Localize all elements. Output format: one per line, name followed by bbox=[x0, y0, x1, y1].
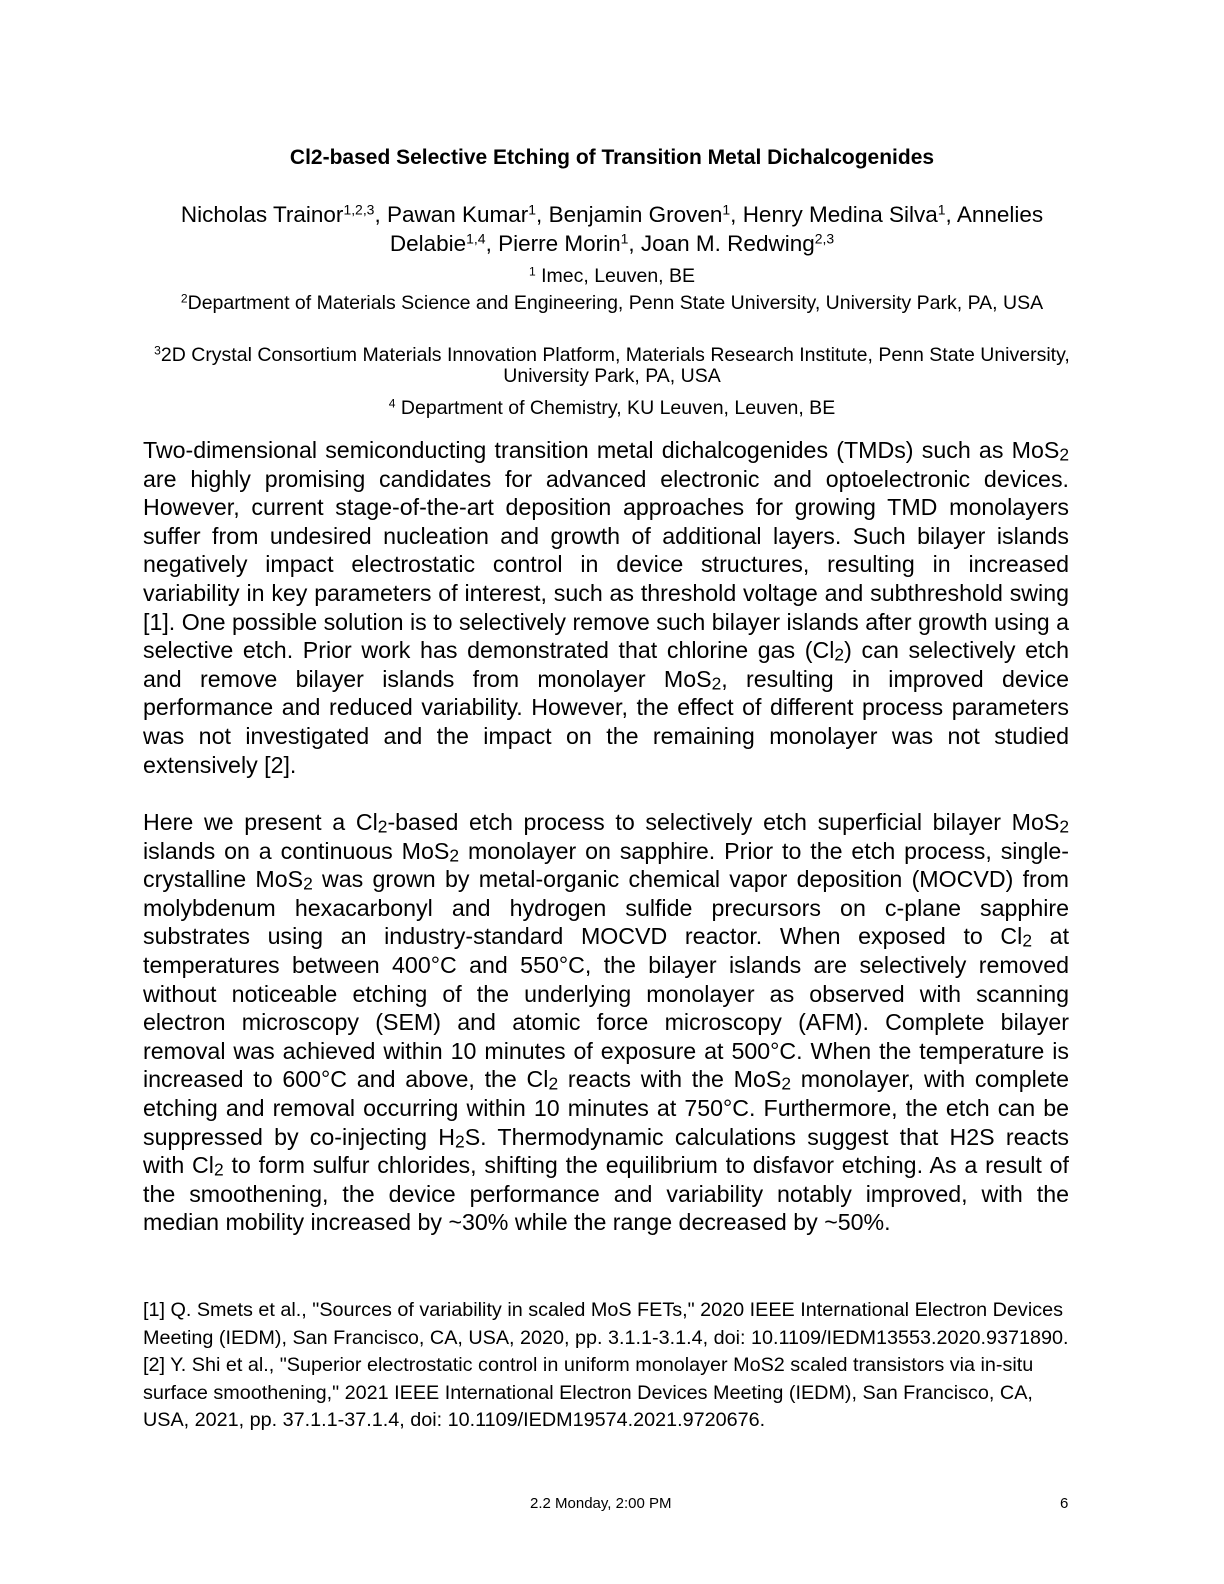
author-name: Nicholas Trainor bbox=[180, 202, 344, 227]
abstract-paragraph-1: Two-dimensional semiconducting transition metal dichalcogenides (TMDs) such as MoS$_2$ are highly promising candidates for advanced electronic and optoelectronic devices. However, current stage-of-the-art deposition approaches for growing TMD monolayers suffer from undesired nucleation and growth of additional layers. Such bilayer islands negatively impact electrostatic control in device structures, resulting in increased variability in key parameters of interest, such as threshold voltage and subthreshold swing [1]. One possible solution is to selectively remove such bilayer islands after growth using a selective etch. Prior work has demonstrated that chlorine gas $(Cl_2)$ can selectively etch and remove bilayer islands from monolayer MoS$_2$, resulting in improved device performance and reduced variability. However, the effect of different process parameters was not investigated and the impact on the remaining monolayer was not studied extensively [2]. bbox=[143, 437, 1069, 778]
affiliation-1 bbox=[140, 266, 1084, 287]
reference-2: [2] Y. Shi et al., "Superior electrostatic control in uniform monolayer MoS2 scaled transistors via in-situ surface smoothening," 2021 IEEE International Electron Devices Meeting (IEDM), San Francisco, CA, USA, 2021, pp. 37.1.1-37.1.4, doi: 10.1109/IEDM19574.2021.9720676. bbox=[143, 1354, 1034, 1431]
affiliation-text: 2D Crystal Consortium Materials Innovation Platform, Materials Research Institute, Penn State University, University Park, PA, USA bbox=[160, 344, 1070, 387]
affiliation-text: Department of Materials Science and Engineering, Penn State University, University Park, PA, USA bbox=[187, 292, 1044, 314]
subscript: 2 bbox=[711, 673, 722, 694]
subscript: 2 bbox=[1059, 816, 1069, 837]
author-affiliation: 1 bbox=[620, 230, 629, 247]
author-affiliation: 1 bbox=[528, 201, 537, 218]
author-list: Nicholas Trainor$^{1,2,3}$, Pawan Kumar$^1$, Benjamin Groven$^1$, Henry Medina Silva$^1$, Annelies Delabie$^{1,4}$, Pierre Morin$^1$, Joan M. Redwing$^{2,3}$ bbox=[180, 201, 1044, 256]
author-affiliation: 2,3 bbox=[814, 230, 835, 247]
references bbox=[143, 1297, 1083, 1435]
affiliation-number: 2 bbox=[180, 291, 188, 306]
reference-1: [1] Q. Smets et al., "Sources of variability in scaled MoS FETs," 2020 IEEE International Electron Devices Meeting (IEDM), San Francisco, CA, USA, 2020, pp. 3.1.1-3.1.4, doi: 10.1109/IEDM13553.2020.9371890. bbox=[143, 1299, 1069, 1349]
author-name: Pawan Kumar bbox=[386, 202, 529, 227]
author-name: Pierre Morin bbox=[498, 231, 621, 256]
abstract-paragraph-2: Here we present a $Cl_2$-based etch process to selectively etch superficial bilayer MoS$_2$ islands on a continuous MoS$_2$ monolayer on sapphire. Prior to the etch process, single-crystalline MoS$_2$ was grown by metal-organic chemical vapor deposition (MOCVD) from molybdenum hexacarbonyl and hydrogen sulfide precursors on c-plane sapphire substrates using an industry-standard MOCVD reactor. When exposed to $Cl_2$ at temperatures between 400°C and 550°C, the bilayer islands are selectively removed without noticeable etching of the underlying monolayer as observed with scanning electron microscopy (SEM) and atomic force microscopy (AFM). Complete bilayer removal was achieved within 10 minutes of exposure at 500°C. When the temperature is increased to 600°C and above, the $Cl_2$ reacts with the MoS$_2$ monolayer, with complete etching and removal occurring within 10 minutes at 750°C. Furthermore, the etch can be suppressed by co-injecting $H_2S$. Thermodynamic calculations suggest that H2S reacts with $Cl_2$ to form sulfur chlorides, shifting the equilibrium to disfavor etching. As a result of the smoothening, the device performance and variability notably improved, with the median mobility increased by ~30% while the range decreased by ~50%. bbox=[143, 809, 1070, 1236]
subscript: 2 bbox=[213, 1159, 224, 1180]
affiliation-3 bbox=[140, 345, 1084, 387]
affiliation-number: 3 bbox=[154, 343, 161, 358]
affiliation-2 bbox=[140, 293, 1084, 314]
subscript: 2 bbox=[455, 1131, 465, 1152]
subscript: 2 bbox=[449, 845, 460, 866]
subscript: 2 bbox=[834, 644, 845, 665]
author bbox=[743, 202, 946, 227]
author-name: Henry Medina Silva bbox=[742, 202, 938, 227]
author bbox=[498, 231, 628, 256]
author-affiliation: 1,4 bbox=[466, 230, 486, 247]
subscript: 2 bbox=[781, 1073, 792, 1094]
page-number: 6 bbox=[1060, 1495, 1069, 1512]
author-affiliation: 1,2,3 bbox=[343, 201, 375, 218]
author bbox=[181, 202, 375, 227]
subscript: 2 bbox=[548, 1073, 559, 1094]
affiliation-text: Imec, Leuven, BE bbox=[535, 265, 696, 287]
author-name: Joan M. Redwing bbox=[640, 231, 815, 256]
author bbox=[641, 231, 834, 256]
author-affiliation: 1 bbox=[722, 201, 731, 218]
affiliation-number: 4 bbox=[388, 396, 396, 411]
affiliation-number: 1 bbox=[528, 264, 536, 279]
subscript: 2 bbox=[377, 816, 388, 837]
subscript: 2 bbox=[1059, 444, 1069, 465]
author bbox=[387, 202, 536, 227]
affiliation-text: Department of Chemistry, KU Leuven, Leuven, BE bbox=[395, 397, 836, 419]
footer-session: 2.2 Monday, 2:00 PM bbox=[530, 1495, 672, 1512]
author-affiliation: 1 bbox=[937, 201, 946, 218]
author bbox=[549, 202, 731, 227]
affiliation-4 bbox=[140, 398, 1084, 419]
paper-title: Cl2-based Selective Etching of Transition Metal Dichalcogenides bbox=[289, 146, 935, 169]
subscript: 2 bbox=[303, 873, 313, 894]
author-name: Benjamin Groven bbox=[548, 202, 723, 227]
author-name: Annelies Delabie bbox=[389, 202, 1044, 256]
subscript: 2 bbox=[1022, 930, 1033, 951]
